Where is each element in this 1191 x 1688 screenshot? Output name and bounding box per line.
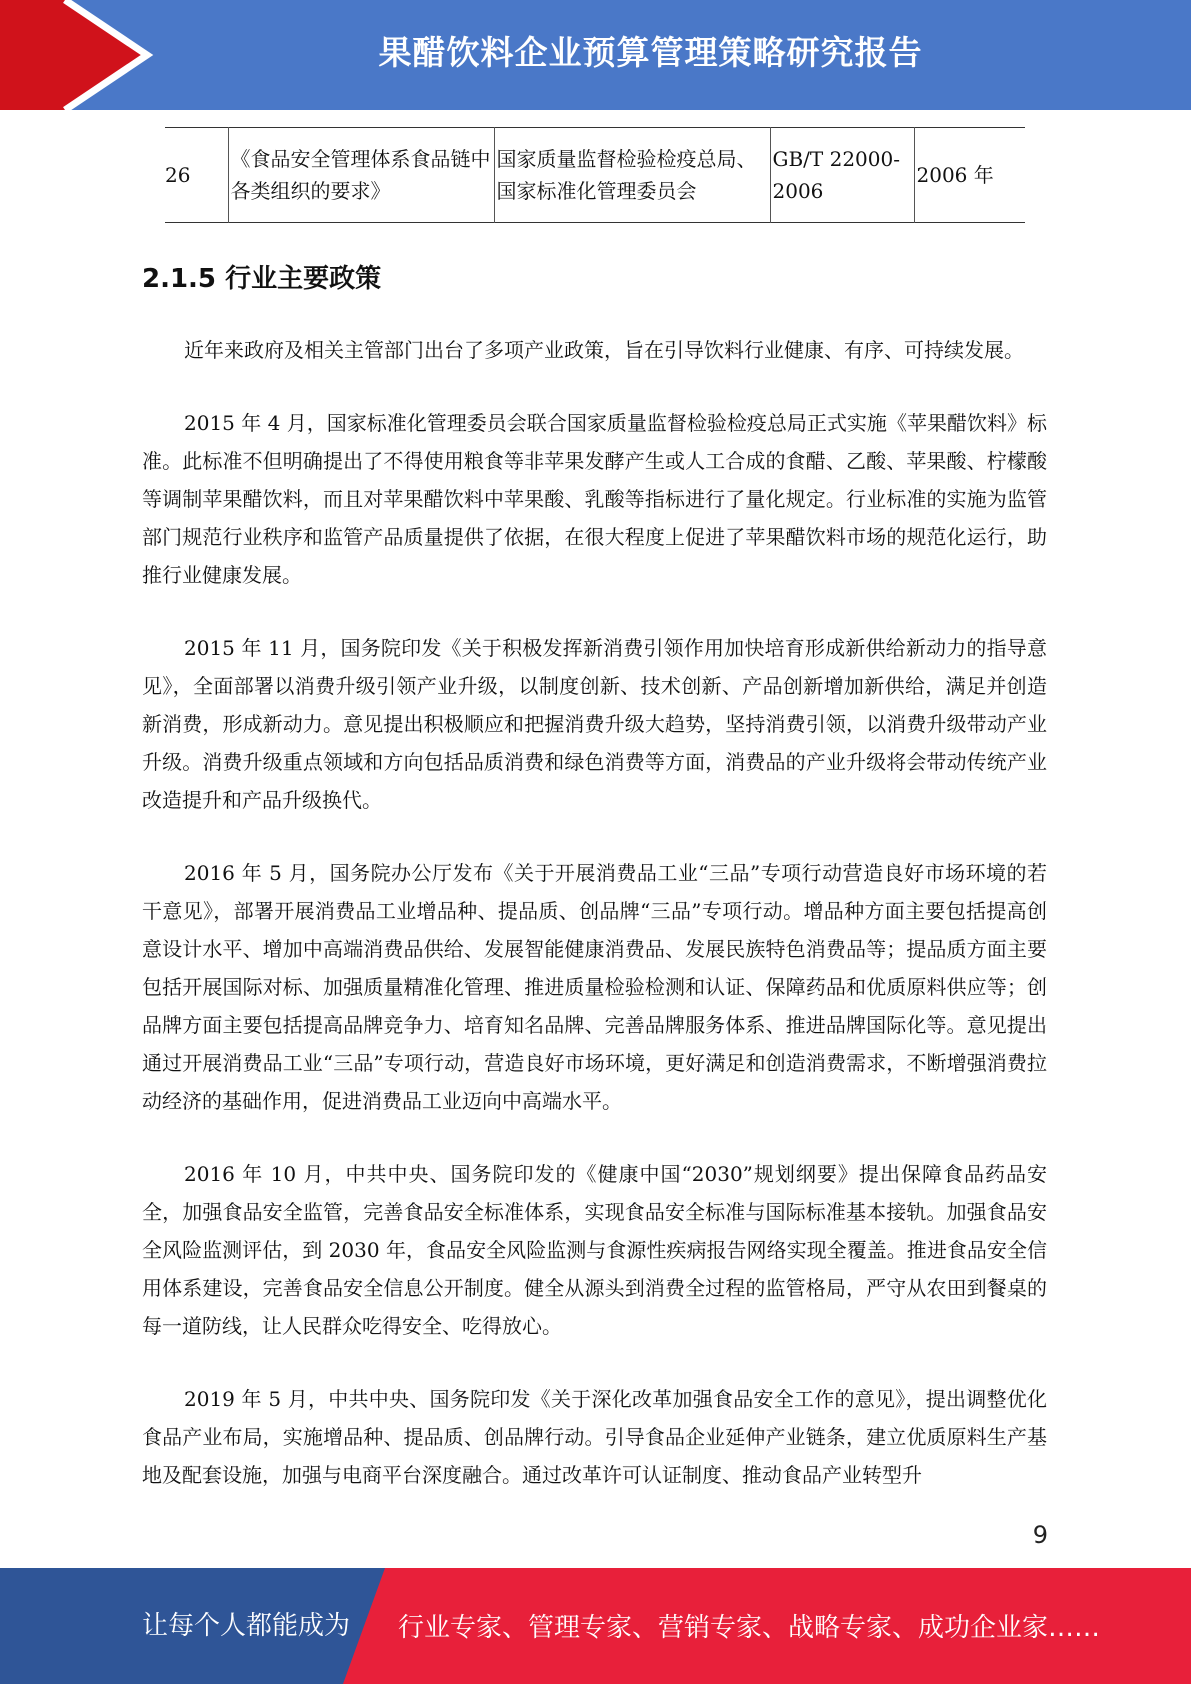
- paragraph: 近年来政府及相关主管部门出台了多项产业政策，旨在引导饮料行业健康、有序、可持续发展。: [184, 338, 1024, 362]
- paragraph: 2019 年 5 月，中共中央、国务院印发《关于深化改革加强食品安全工作的意见》，提出调整优化食品产业布局，实施增品种、提品质、创品牌行动。引导食品企业延伸产业链条，建立优质原料生产基地及配套设施，加强与电商平台深度融合。通过改革许可认证制度、推动食品产业转型升: [142, 1387, 1047, 1487]
- footer-slogan-right: 行业专家、管理专家、营销专家、战略专家、成功企业家……: [398, 1613, 1101, 1643]
- report-title: 果醋饮料企业预算管理策略研究报告: [378, 33, 923, 72]
- table-cell-year: 2006 年: [914, 128, 1025, 223]
- footer-banner: [0, 1568, 1191, 1684]
- paragraph: 2015 年 11 月，国务院印发《关于积极发挥新消费引领作用加快培育形成新供给新动力的指导意见》，全面部署以消费升级引领产业升级，以制度创新、技术创新、产品创新增加新供给，满足并创造新消费，形成新动力。意见提出积极顺应和把握消费升级大趋势，坚持消费引领，以消费升级带动产业升级。消费升级重点领域和方向包括品质消费和绿色消费等方面，消费品的产业升级将会带动传统产业改造提升和产品升级换代。: [142, 636, 1047, 812]
- paragraph: 2016 年 5 月，国务院办公厅发布《关于开展消费品工业“三品”专项行动营造良好市场环境的若干意见》，部署开展消费品工业增品种、提品质、创品牌“三品”专项行动。增品种方面主要包括提高创意设计水平、增加中高端消费品供给、发展智能健康消费品、发展民族特色消费品等；提品质方面主要包括开展国际对标、加强质量精准化管理、推进质量检验检测和认证、保障药品和优质原料供应等；创品牌方面主要包括提高品牌竞争力、培育知名品牌、完善品牌服务体系、推进品牌国际化等。意见提出通过开展消费品工业“三品”专项行动，营造良好市场环境，更好满足和创造消费需求，不断增强消费拉动经济的基础作用，促进消费品工业迈向中高端水平。: [142, 861, 1047, 1113]
- standards-table: [165, 127, 1025, 223]
- table-cell-code: GB/T 22000-2006: [770, 128, 914, 223]
- footer-slogan-left: 让每个人都能成为: [142, 1611, 351, 1641]
- table-cell-number: 26: [165, 128, 228, 223]
- paragraph: 2015 年 4 月，国家标准化管理委员会联合国家质量监督检验检疫总局正式实施《苹果醋饮料》标准。此标准不但明确提出了不得使用粮食等非苹果发酵产生或人工合成的食醋、乙酸、苹果酸、柠檬酸等调制苹果醋饮料，而且对苹果醋饮料中苹果酸、乳酸等指标进行了量化规定。行业标准的实施为监管部门规范行业秩序和监管产品质量提供了依据，在很大程度上促进了苹果醋饮料市场的规范化运行，助推行业健康发展。: [142, 411, 1047, 587]
- table-cell-issuer: 国家质量监督检验检疫总局、国家标准化管理委员会: [494, 128, 770, 223]
- header-banner: [0, 0, 1191, 110]
- table-row: [165, 128, 1025, 223]
- table-cell-standard-name: 《食品安全管理体系食品链中各类组织的要求》: [228, 128, 494, 223]
- page-number: 9: [1032, 1521, 1048, 1549]
- body-content: [142, 331, 1047, 1529]
- paragraph: 2016 年 10 月，中共中央、国务院印发的《健康中国“2030”规划纲要》提出保障食品药品安全，加强食品安全监管，完善食品安全标准体系，实现食品安全标准与国际标准基本接轨。加强食品安全风险监测评估，到 2030 年，食品安全风险监测与食源性疾病报告网络实现全覆盖。推进食品安全信用体系建设，完善食品安全信息公开制度。健全从源头到消费全过程的监管格局，严守从农田到餐桌的每一道防线，让人民群众吃得安全、吃得放心。: [142, 1162, 1047, 1338]
- section-heading: 2.1.5 行业主要政策: [142, 264, 382, 294]
